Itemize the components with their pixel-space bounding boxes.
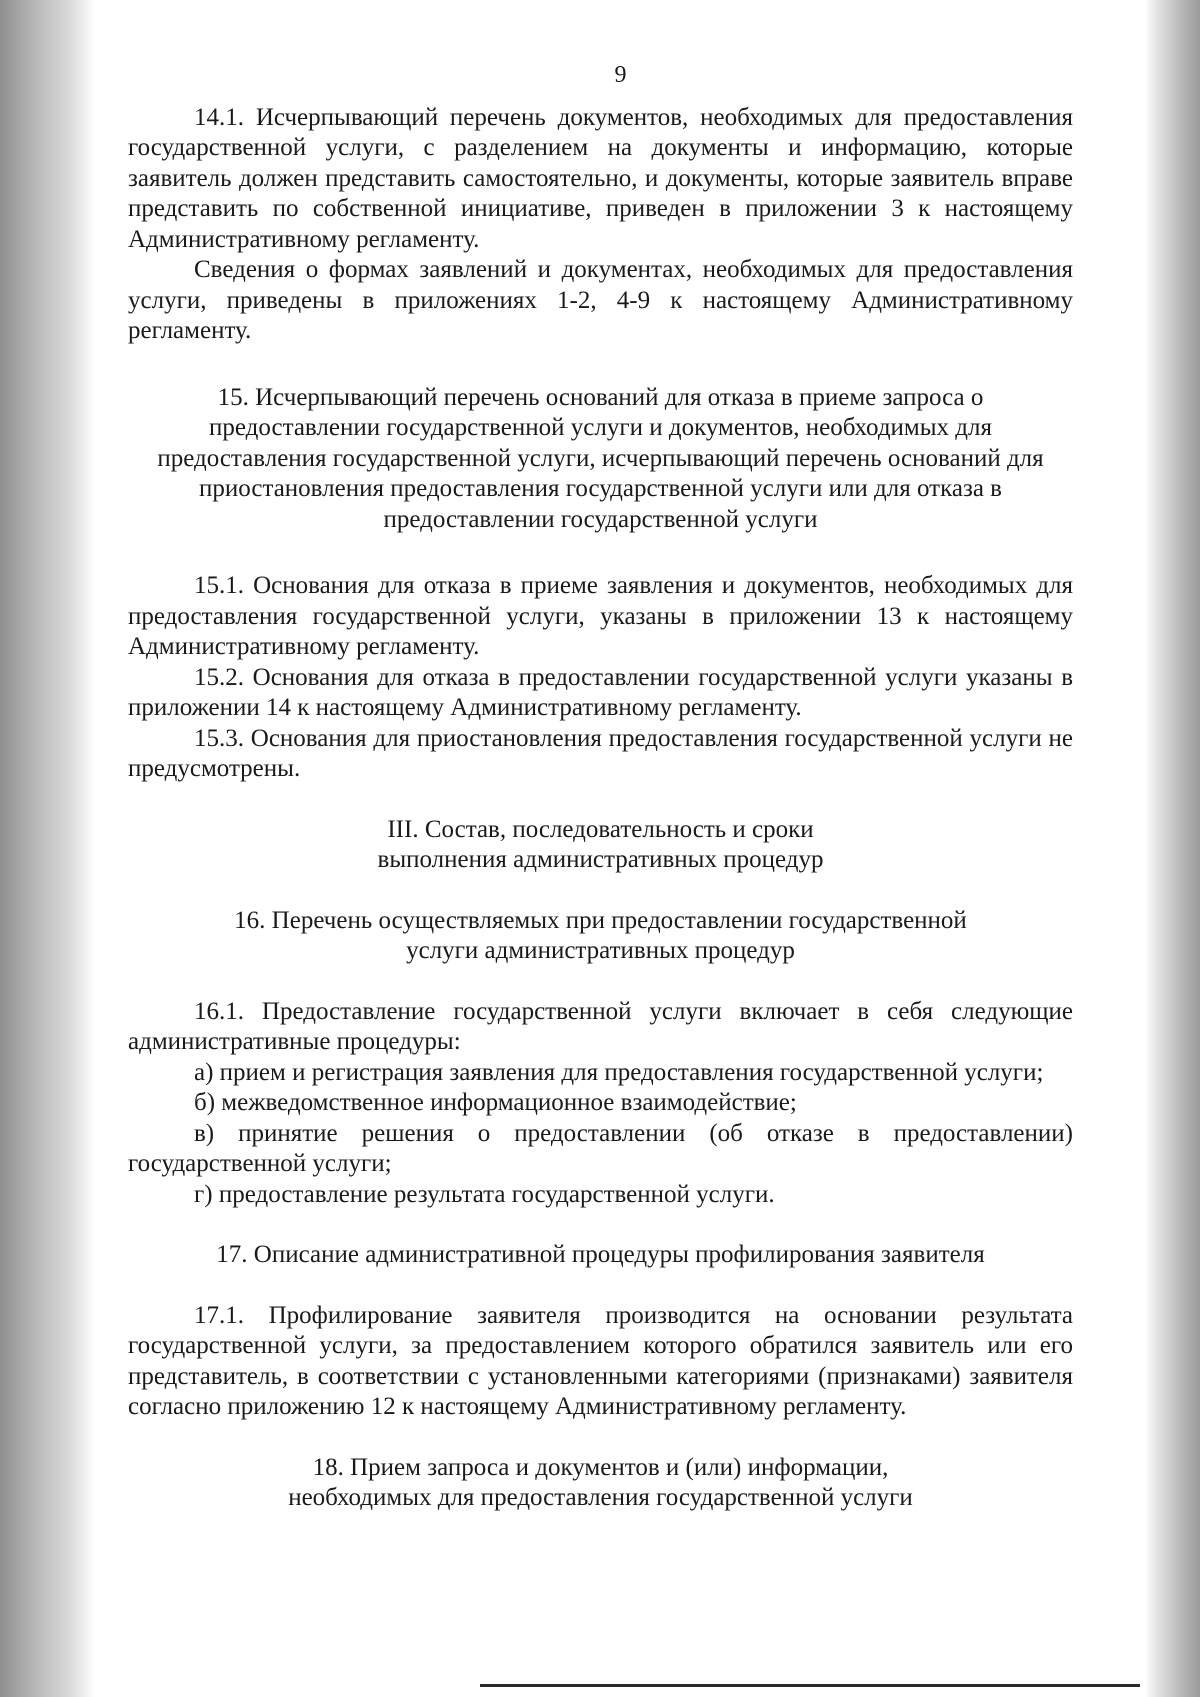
scan-edge-line <box>480 1684 1140 1687</box>
list-item-b: б) межведомственное информационное взаимодействие; <box>194 1089 797 1116</box>
scan-shadow-left <box>0 0 95 1697</box>
list-item-g: г) предоставление результата государственной услуги. <box>194 1180 775 1208</box>
heading-section-16: 16. Перечень осуществляемых при предоставлении государственной услуги административных процедур <box>234 906 967 964</box>
paragraph-14-1: 14.1. Исчерпывающий перечень документов, необходимых для предоставления государственной услуги, с разделением на документы и информацию, которые заявитель должен представить самостоятельно, и документы, которые заявитель вправе представить по собственной инициативе, приведен в приложении 3 к настоящему Административному регламенту. <box>128 103 1073 253</box>
paragraph-15-3: 15.3. Основания для приостановления предоставления государственной услуги не предусмотрены. <box>128 724 1073 782</box>
paragraph-forms-info: Сведения о формах заявлений и документах, необходимых для предоставления услуги, приведены в приложениях 1-2, 4-9 к настоящему Административному регламенту. <box>128 256 1073 344</box>
heading-section-17: 17. Описание административной процедуры профилирования заявителя <box>216 1241 985 1268</box>
heading-section-15: 15. Исчерпывающий перечень оснований для отказа в приеме запроса о предоставлении государственной услуги и документов, необходимых для предоставления государственной услуги, исчерпывающий перечень оснований для приостановления предоставления государственной услуги или для отказа в предоставлении государственной услуги <box>157 383 1044 533</box>
paragraph-15-1: 15.1. Основания для отказа в приеме заявления и документов, необходимых для предоставления государственной услуги, указаны в приложении 13 к настоящему Административному регламенту. <box>128 572 1073 660</box>
scan-shadow-right <box>1145 0 1200 1697</box>
heading-section-18: 18. Прием запроса и документов и (или) информации, необходимых для предоставления государственной услуги <box>288 1453 913 1511</box>
page-number: 9 <box>614 62 627 88</box>
list-item-a: а) прием и регистрация заявления для предоставления государственной услуги; <box>194 1058 1044 1086</box>
paragraph-15-2: 15.2. Основания для отказа в предоставлении государственной услуги указаны в приложении 14 к настоящему Административному регламенту. <box>128 663 1073 721</box>
heading-chapter-3: III. Состав, последовательность и сроки выполнения административных процедур <box>377 815 824 873</box>
document-page <box>128 60 1073 1514</box>
paragraph-17-1: 17.1. Профилирование заявителя производится на основании результата государственной услуги, за предоставлением которого обратился заявитель или его представитель, в соответствии с установленными категориями (признаками) заявителя согласно приложению 12 к настоящему Административному регламенту. <box>128 1301 1073 1420</box>
list-item-v: в) принятие решения о предоставлении (об отказе в предоставлении) государственной услуги; <box>128 1119 1073 1177</box>
paragraph-16-1: 16.1. Предоставление государственной услуги включает в себя следующие административные процедуры: <box>128 997 1073 1055</box>
